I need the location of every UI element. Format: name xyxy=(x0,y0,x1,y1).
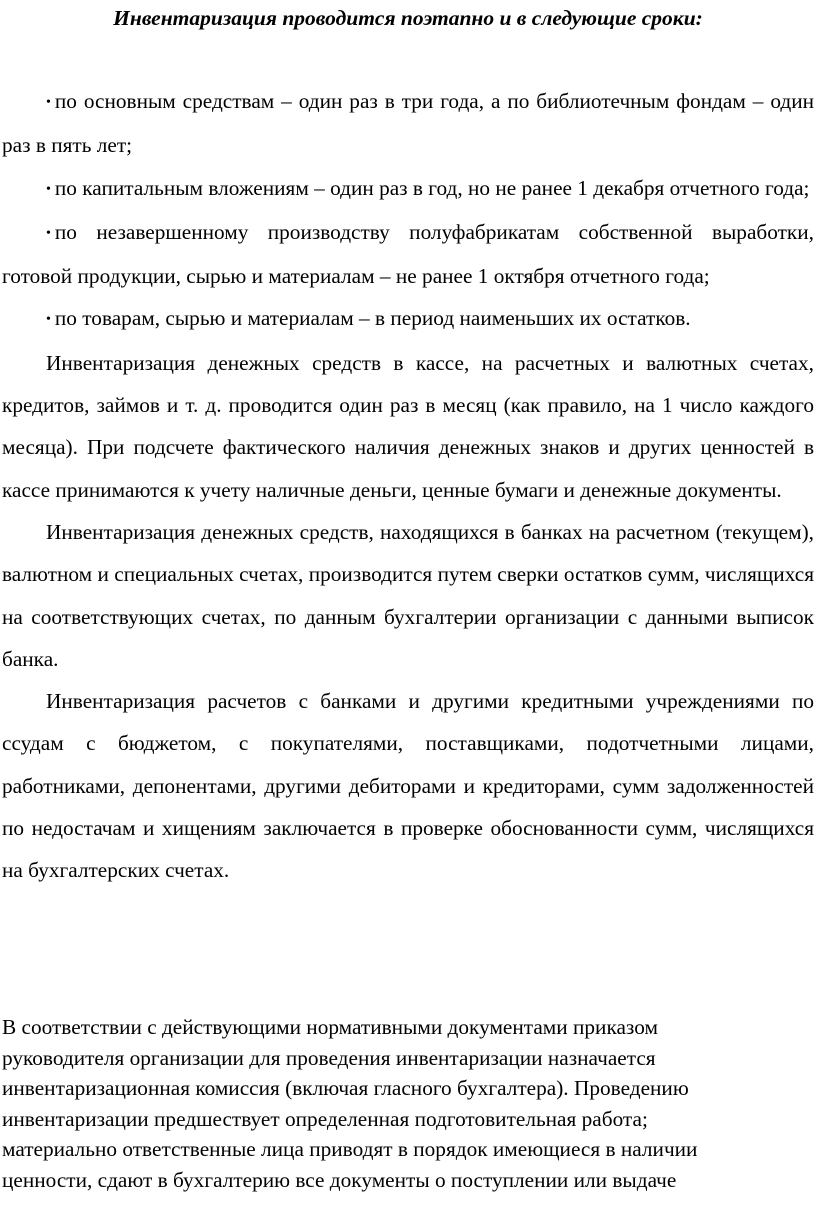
tail-line: материально ответственные лица приводят в порядок имеющиеся в наличии xyxy=(2,1137,698,1161)
bullet-item xyxy=(2,167,814,211)
paragraph-settlements: Инвентаризация расчетов с банками и другими кредитными учреждениями по ссудам с бюджетом, с покупателями, поставщиками, подотчетными лицами, работниками, депонентами, другими дебиторами и кредиторами, сумм задолженностей по недостачам и хищениям заключается в проверке обоснованности сумм, числящихся на бухгалтерских счетах. xyxy=(2,689,814,883)
document-tail-paragraph xyxy=(2,1012,802,1195)
tail-line: инвентаризации предшествует определенная подготовительная работа; xyxy=(2,1106,648,1131)
bullet-icon: • xyxy=(46,181,51,197)
tail-line: ценности, сдают в бухгалтерию все документы о поступлении или выдаче xyxy=(2,1167,677,1192)
paragraph-cash-inventory: Инвентаризация денежных средств в кассе, на расчетных и валютных счетах, кредитов, займов и т. д. проводится один раз в месяц (как правило, на 1 число каждого месяца). При подсчете фактического наличия денежных знаков и других ценностей в кассе принимаются к учету наличные деньги, ценные бумаги и денежные документы. xyxy=(2,350,814,502)
tail-line: инвентаризационная комиссия (включая гласного бухгалтера). Проведению xyxy=(2,1076,689,1100)
bullet-text: по незавершенному производству полуфабрикатам собственной выработки, готовой продукции, сырью и материалам – не ранее 1 октября отчетного года; xyxy=(2,219,814,289)
document-body xyxy=(2,80,814,892)
bullet-icon: • xyxy=(46,95,51,110)
tail-line: В соответствии с действующими нормативными документами приказом xyxy=(2,1015,658,1039)
bullet-item xyxy=(2,80,814,167)
bullet-text: по товарам, сырью и материалам – в период наименьших их остатков. xyxy=(54,306,691,331)
bullet-item xyxy=(2,211,814,298)
bullet-text: по капитальным вложениям – один раз в год, но не ранее 1 декабря отчетного года; xyxy=(54,175,810,200)
paragraph-bank-accounts: Инвентаризация денежных средств, находящихся в банках на расчетном (текущем), валютном и специальных счетах, производится путем сверки остатков сумм, числящихся на соответствующих счетах, по данным бухгалтерии организации с данными выписок банка. xyxy=(2,519,814,671)
tail-line: руководителя организации для проведения инвентаризации назначается xyxy=(2,1045,656,1070)
bullet-icon: • xyxy=(46,312,51,328)
bullet-icon: • xyxy=(46,225,51,241)
bullet-item xyxy=(2,297,814,341)
bullet-text: по основным средствам – один раз в три года, а по библиотечным фондам – один раз в пять лет; xyxy=(2,89,814,158)
document-title: Инвентаризация проводится поэтапно и в следующие сроки: xyxy=(113,6,703,30)
